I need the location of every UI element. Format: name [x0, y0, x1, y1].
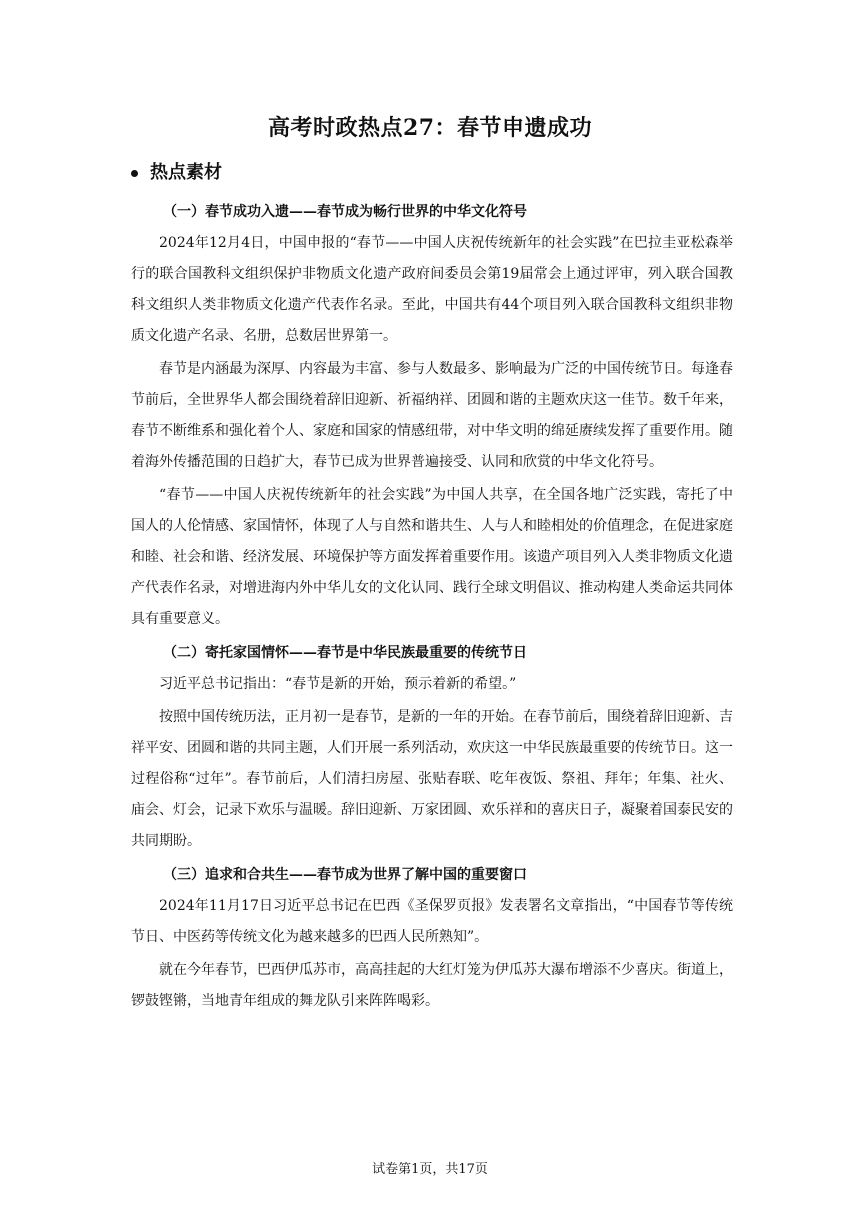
section-heading: （二）寄托家国情怀——春节是中华民族最重要的传统节日	[163, 645, 527, 661]
page-footer: 试卷第1页，共17页	[372, 1162, 488, 1177]
section-2	[131, 637, 733, 857]
bullet-heading-label: 热点素材	[150, 162, 222, 183]
paragraph: 就在今年春节，巴西伊瓜苏市，高高挂起的大红灯笼为伊瓜苏大瀑布增添不少喜庆。街道上，锣鼓铿锵，当地青年组成的舞龙队引来阵阵喝彩。	[131, 962, 733, 1009]
section-1	[131, 196, 733, 635]
paragraph: 春节是内涵最为深厚、内容最为丰富、参与人数最多、影响最为广泛的中国传统节日。每逢春节前后，全世界华人都会围绕着辞旧迎新、祈福纳祥、团圆和谐的主题欢庆这一佳节。数千年来，春节不断维系和强化着个人、家庭和国家的情感纽带，对中华文明的绵延赓续发挥了重要作用。随着海外传播范围的日趋扩大，春节已成为世界普遍接受、认同和欣赏的中华文化符号。	[131, 361, 733, 470]
article-body	[131, 196, 733, 1019]
paragraph: 2024年12月4日，中国申报的“春节——中国人庆祝传统新年的社会实践”在巴拉圭亚松森举行的联合国教科文组织保护非物质文化遗产政府间委员会第19届常会上通过评审，列入联合国教科文组织人类非物质文化遗产代表作名录。至此，中国共有44个项目列入联合国教科文组织非物质文化遗产名录、名册，总数居世界第一。	[131, 235, 733, 344]
section-heading: （一）春节成功入遗——春节成为畅行世界的中华文化符号	[163, 204, 527, 220]
paragraph: “春节——中国人庆祝传统新年的社会实践”为中国人共享，在全国各地广泛实践，寄托了中国人的人伦情感、家国情怀，体现了人与自然和谐共生、人与人和睦相处的价值理念，在促进家庭和睦、社会和谐、经济发展、环境保护等方面发挥着重要作用。该遗产项目列入人类非物质文化遗产代表作名录，对增进海内外中华儿女的文化认同、践行全球文明倡议、推动构建人类命运共同体具有重要意义。	[131, 487, 733, 627]
paragraph: 2024年11月17日习近平总书记在巴西《圣保罗页报》发表署名文章指出，“中国春节等传统节日、中医药等传统文化为越来越多的巴西人民所熟知”。	[131, 898, 733, 945]
paragraph: 习近平总书记指出：“春节是新的开始，预示着新的希望。”	[159, 676, 517, 692]
section-3	[131, 859, 733, 1017]
bullet-heading	[131, 158, 222, 188]
page-title: 高考时政热点27：春节申遗成功	[267, 115, 593, 141]
bullet-dot-icon	[131, 170, 138, 177]
paragraph: 按照中国传统历法，正月初一是春节，是新的一年的开始。在春节前后，围绕着辞旧迎新、吉祥平安、团圆和谐的共同主题，人们开展一系列活动，欢庆这一中华民族最重要的传统节日。这一过程俗称“过年”。春节前后，人们清扫房屋、张贴春联、吃年夜饭、祭祖、拜年；年集、社火、庙会、灯会，记录下欢乐与温暖。辞旧迎新、万家团圆、欢乐祥和的喜庆日子，凝聚着国泰民安的共同期盼。	[131, 709, 733, 849]
section-heading: （三）追求和合共生——春节成为世界了解中国的重要窗口	[163, 867, 527, 883]
